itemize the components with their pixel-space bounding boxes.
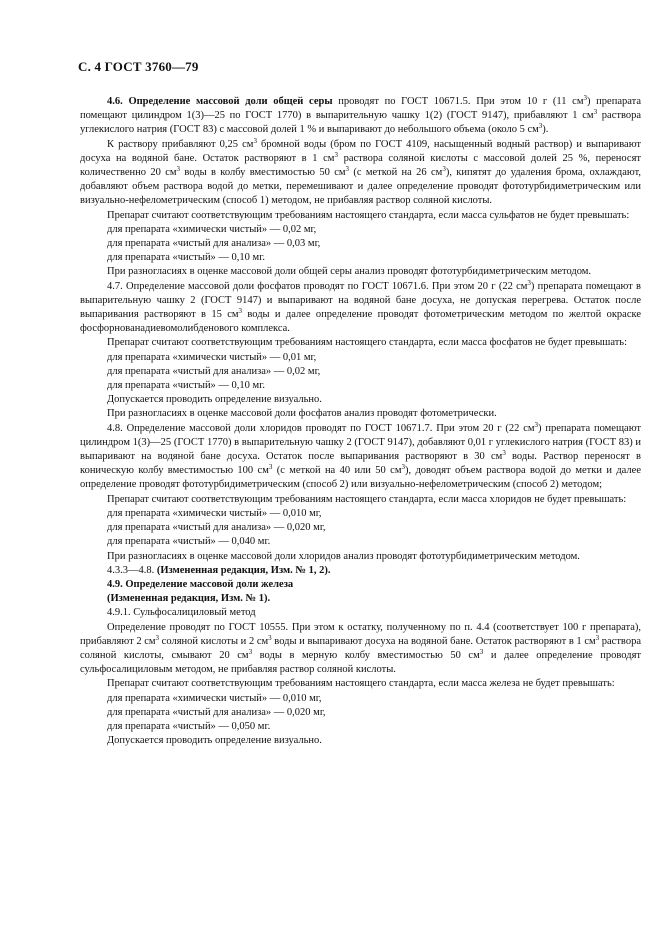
list-item: для препарата «чистый» — 0,050 мг. bbox=[107, 720, 271, 732]
list-item: для препарата «химически чистый» — 0,010 мг, bbox=[107, 507, 322, 519]
section-heading-4-9: 4.9. Определение массовой доли железа bbox=[107, 578, 294, 590]
paragraph: Препарат считают соответствующим требованиям настоящего стандарта, если масса железа не будет превышать: bbox=[107, 678, 615, 690]
paragraph: Препарат считают соответствующим требованиям настоящего стандарта, если масса хлоридов не будет превышать: bbox=[107, 493, 627, 505]
document-body bbox=[80, 95, 641, 748]
list-item: для препарата «химически чистый» — 0,02 мг, bbox=[107, 223, 317, 235]
list-item: для препарата «чистый для анализа» — 0,02 мг, bbox=[107, 365, 321, 377]
list-item: для препарата «химически чистый» — 0,010 мг, bbox=[107, 692, 322, 704]
list-item: для препарата «чистый» — 0,10 мг. bbox=[107, 252, 265, 264]
list-item: для препарата «чистый для анализа» — 0,020 мг, bbox=[107, 706, 326, 718]
edition-note: (Измененная редакция, Изм. № 1). bbox=[107, 593, 271, 605]
paragraph: Препарат считают соответствующим требованиям настоящего стандарта, если масса фосфатов не будет превышать: bbox=[107, 337, 628, 349]
list-item: для препарата «чистый» — 0,10 мг. bbox=[107, 380, 265, 392]
page-header: С. 4 ГОСТ 3760—79 bbox=[78, 59, 199, 74]
paragraph: Препарат считают соответствующим требованиям настоящего стандарта, если масса сульфатов не будет превышать: bbox=[107, 209, 630, 221]
section-heading-4-6: 4.6. Определение массовой доли общей серы bbox=[107, 96, 333, 107]
paragraph-4-7: 4.7. Определение массовой доли фосфатов проводят по ГОСТ 10671.6. При этом 20 г (22 $см^3$) препарата помещают в выпарительную чашку 2 (ГОСТ 9147) и выпаривают на водяной бане досуха, не допуская перегрева. Остаток после выпаривания растворяют в 15 $см^3$ воды и далее определение проводят фотометрическим методом по желтой окраске фосфорнованадиевомолибденового комплекса. bbox=[80, 278, 641, 335]
paragraph: При разногласиях в оценке массовой доли хлоридов анализ проводят фототурбидиметрическим методом. bbox=[107, 550, 580, 562]
list-item: Допускается проводить определение визуально. bbox=[107, 394, 322, 406]
edition-note-text: (Измененная редакция, Изм. № 1, 2). bbox=[156, 564, 331, 576]
paragraph: При разногласиях в оценке массовой доли фосфатов анализ проводят фотометрически. bbox=[107, 408, 497, 420]
paragraph-4-8: 4.8. Определение массовой доли хлоридов проводят по ГОСТ 10671.7. При этом 20 г (22 $см^3$) препарата помещают цилиндром 1(3)—25 (ГОСТ 1770) в выпарительную чашку 2 (ГОСТ 9147), добавляют 0,01 г углекислого натрия (ГОСТ 83) и выпаривают на водяной бане досуха. Остаток после выпаривания растворяют в 30 $см^3$ воды. Раствор переносят в коническую колбу вместимостью 100 $см^3$ (с меткой на 40 или 50 $см^3$), доводят объем раствора водой до метки и далее определение проводят фототурбидиметрическим (способ 2) или визуально-нефелометрическим (способ 2) методом; bbox=[80, 420, 641, 491]
list-item: для препарата «чистый» — 0,040 мг. bbox=[107, 536, 271, 548]
list-item: Допускается проводить определение визуально. bbox=[107, 735, 322, 747]
paragraph-4-6 bbox=[80, 95, 641, 138]
paragraph: Определение проводят по ГОСТ 10555. При этом к остатку, полученному по п. 4.4 (соответствует 100 г препарата), прибавляют 2 $см^3$ соляной кислоты и 2 $см^3$ воды и выпаривают досуха на водяной бане. Остаток растворяют в 1 $см^3$ раствора соляной кислоты, смывают 20 $см^3$ воды в мерную колбу вместимостью 50 $см^3$ и далее определение проводят сульфосалициловым методом, не прибавляя раствор соляной кислоты. bbox=[80, 621, 641, 676]
paragraph: При разногласиях в оценке массовой доли общей серы анализ проводят фототурбидиметрическим методом. bbox=[107, 266, 592, 278]
subsection-heading-4-9-1: 4.9.1. Сульфосалициловый метод bbox=[107, 607, 256, 619]
edition-note bbox=[80, 564, 641, 578]
list-item: для препарата «чистый для анализа» — 0,03 мг, bbox=[107, 238, 321, 250]
list-item: для препарата «химически чистый» — 0,01 мг, bbox=[107, 351, 317, 363]
paragraph-text: проводят по ГОСТ 10671.5. При этом 10 г (11 $см^3$) препарата помещают цилиндром 1(3)—25 по ГОСТ 1770) в выпарительную чашку 1(2) (ГОСТ 9147), прибавляют 1 $см^3$ раствора углекислого натрия (ГОСТ 83) с массовой долей 1 % и выпаривают до небольшого объема (около 5 $см^3$). bbox=[80, 94, 641, 136]
edition-note-ref: 4.3.3—4.8. bbox=[107, 564, 157, 576]
list-item: для препарата «чистый для анализа» — 0,020 мг, bbox=[107, 522, 326, 534]
paragraph: К раствору прибавляют 0,25 $см^3$ бромной воды (бром по ГОСТ 4109, насыщенный водный раствор) и выпаривают досуха на водяной бане. Остаток растворяют в 1 $см^3$ раствора соляной кислоты с массовой долей 25 %, переносят количественно 20 $см^3$ воды в колбу вместимостью 50 $см^3$ (с меткой на 26 $см^3$), кипятят до удаления брома, охлаждают, добавляют объем раствора водой до метки, перемешивают и далее определение проводят фототурбидиметрическим или визуально-нефелометрическим (способ 1) методом, не прибавляя раствор соляной кислоты. bbox=[80, 136, 642, 207]
